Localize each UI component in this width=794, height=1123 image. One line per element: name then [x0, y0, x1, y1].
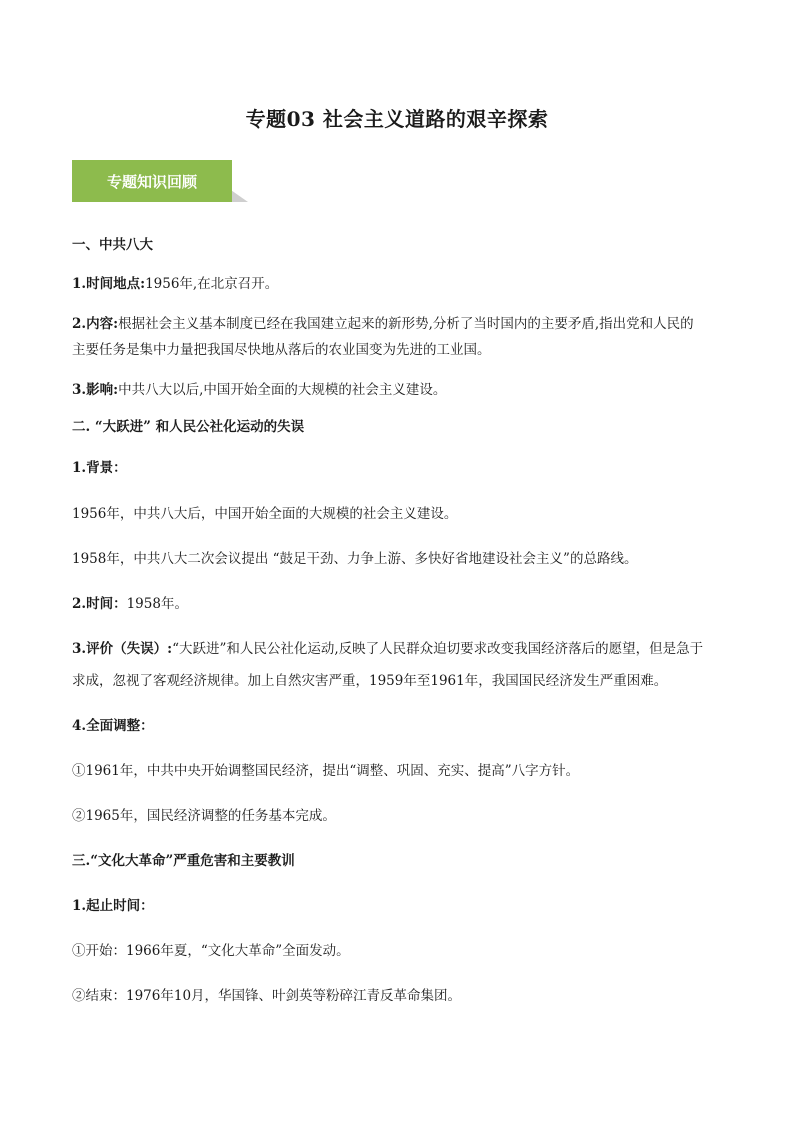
paragraph-evaluation-continued: 求成，忽视了客观经济规律。加上自然灾害严重，1959年至1961年，我国国民经济发生严重困难。: [72, 673, 668, 689]
section-banner: [72, 160, 232, 202]
paragraph-impact: [72, 380, 446, 400]
subheading-background: 1.背景：: [72, 460, 127, 476]
subheading-adjustment: 4.全面调整：: [72, 718, 154, 734]
list-item-end: ②结束：1976年10月，华国锋、叶剑英等粉碎江青反革命集团。: [72, 988, 462, 1004]
list-item-adjustment-2: ②1965年，国民经济调整的任务基本完成。: [72, 808, 336, 824]
document-title: 专题03 社会主义道路的艰辛探索: [245, 107, 549, 131]
paragraph-label: 1.时间地点:: [72, 276, 146, 292]
paragraph-content: [72, 314, 694, 334]
section-heading-2: 二. “大跃进” 和人民公社化运动的失误: [72, 419, 305, 435]
paragraph-background-1: 1956年，中共八大后，中国开始全面的大规模的社会主义建设。: [72, 506, 458, 522]
paragraph-content-continued: 主要任务是集中力量把我国尽快地从落后的农业国变为先进的工业国。: [72, 342, 491, 358]
paragraph-text: 根据社会主义基本制度已经在我国建立起来的新形势,分析了当时国内的主要矛盾,指出党和人民的: [118, 316, 694, 332]
banner-label: 专题知识回顾: [72, 160, 232, 202]
paragraph-time-location: [72, 274, 278, 294]
paragraph-background-2: 1958年，中共八大二次会议提出 “鼓足干劲、力争上游、多快好省地建设社会主义”的总路线。: [72, 551, 638, 567]
subheading-period: 1.起止时间：: [72, 898, 154, 914]
paragraph-text: 中共八大以后,中国开始全面的大规模的社会主义建设。: [118, 382, 447, 398]
paragraph-label: 2.内容:: [72, 316, 119, 332]
paragraph-text: 1958年。: [126, 596, 188, 612]
section-heading-1: 一、中共八大: [72, 237, 153, 253]
paragraph-label: 3.影响:: [72, 382, 119, 398]
paragraph-text: “大跃进”和人民公社化运动,反映了人民群众迫切要求改变我国经济落后的愿望，但是急于: [172, 641, 704, 657]
paragraph-text: 1956年,在北京召开。: [145, 276, 279, 292]
paragraph-label: 2.时间：: [72, 596, 127, 612]
section-heading-3: 三.“文化大革命”严重危害和主要教训: [72, 853, 295, 869]
paragraph-label: 3.评价（失误）:: [72, 641, 173, 657]
paragraph-time: [72, 594, 188, 614]
list-item-adjustment-1: ①1961年，中共中央开始调整国民经济，提出“调整、巩固、充实、提高”八字方针。: [72, 763, 580, 779]
list-item-start: ①开始：1966年夏，“文化大革命”全面发动。: [72, 943, 350, 959]
paragraph-evaluation: [72, 639, 703, 659]
